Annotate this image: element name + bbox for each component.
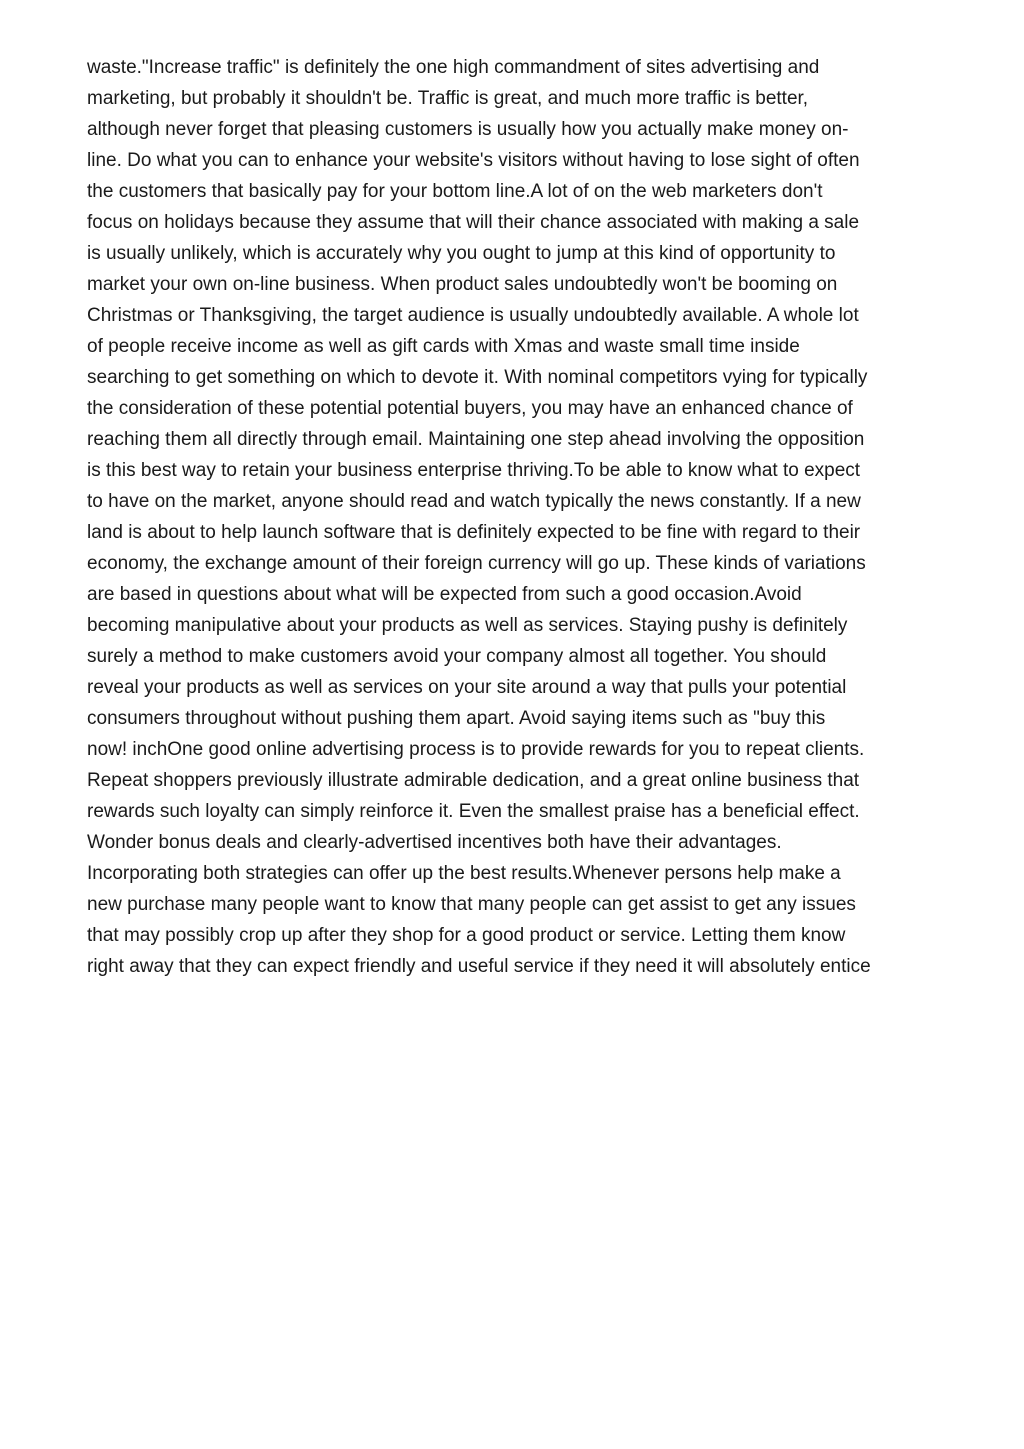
text-line: now! inchOne good online advertising process is to provide rewards for you to repeat clients. <box>87 739 865 760</box>
text-line: becoming manipulative about your products as well as services. Staying pushy is definitely <box>87 615 848 636</box>
text-line: land is about to help launch software that is definitely expected to be fine with regard to their <box>87 522 861 543</box>
text-line: that may possibly crop up after they shop for a good product or service. Letting them know <box>87 925 846 946</box>
text-line: to have on the market, anyone should read and watch typically the news constantly. If a new <box>87 491 861 512</box>
text-line: surely a method to make customers avoid your company almost all together. You should <box>87 646 827 667</box>
text-line: reveal your products as well as services on your site around a way that pulls your potential <box>87 677 847 698</box>
text-line: waste."Increase traffic" is definitely the one high commandment of sites advertising and <box>87 57 820 78</box>
text-line: reaching them all directly through email. Maintaining one step ahead involving the opposition <box>87 429 865 450</box>
text-line: although never forget that pleasing customers is usually how you actually make money on- <box>87 119 849 140</box>
text-line: consumers throughout without pushing them apart. Avoid saying items such as "buy this <box>87 708 826 729</box>
text-line: right away that they can expect friendly and useful service if they need it will absolutely entice <box>87 956 871 977</box>
text-line: new purchase many people want to know that many people can get assist to get any issues <box>87 894 856 915</box>
text-line: of people receive income as well as gift cards with Xmas and waste small time inside <box>87 336 800 357</box>
text-line: market your own on-line business. When product sales undoubtedly won't be booming on <box>87 274 838 295</box>
text-line: are based in questions about what will be expected from such a good occasion.Avoid <box>87 584 802 605</box>
text-line: is this best way to retain your business enterprise thriving.To be able to know what to expect <box>87 460 861 481</box>
text-line: Repeat shoppers previously illustrate admirable dedication, and a great online business that <box>87 770 860 791</box>
text-line: Christmas or Thanksgiving, the target audience is usually undoubtedly available. A whole lot <box>87 305 859 326</box>
text-line: focus on holidays because they assume that will their chance associated with making a sale <box>87 212 860 233</box>
body-paragraph <box>87 52 957 982</box>
text-line: Wonder bonus deals and clearly-advertised incentives both have their advantages. <box>87 832 782 853</box>
text-line: rewards such loyalty can simply reinforce it. Even the smallest praise has a beneficial effect. <box>87 801 860 822</box>
text-line: the consideration of these potential potential buyers, you may have an enhanced chance of <box>87 398 853 419</box>
text-line: is usually unlikely, which is accurately why you ought to jump at this kind of opportunity to <box>87 243 836 264</box>
text-line: searching to get something on which to devote it. With nominal competitors vying for typically <box>87 367 868 388</box>
text-line: the customers that basically pay for your bottom line.A lot of on the web marketers don't <box>87 181 823 202</box>
text-line: economy, the exchange amount of their foreign currency will go up. These kinds of variations <box>87 553 866 574</box>
text-line: marketing, but probably it shouldn't be. Traffic is great, and much more traffic is better, <box>87 88 809 109</box>
text-line: line. Do what you can to enhance your website's visitors without having to lose sight of often <box>87 150 860 171</box>
text-line: Incorporating both strategies can offer up the best results.Whenever persons help make a <box>87 863 841 884</box>
